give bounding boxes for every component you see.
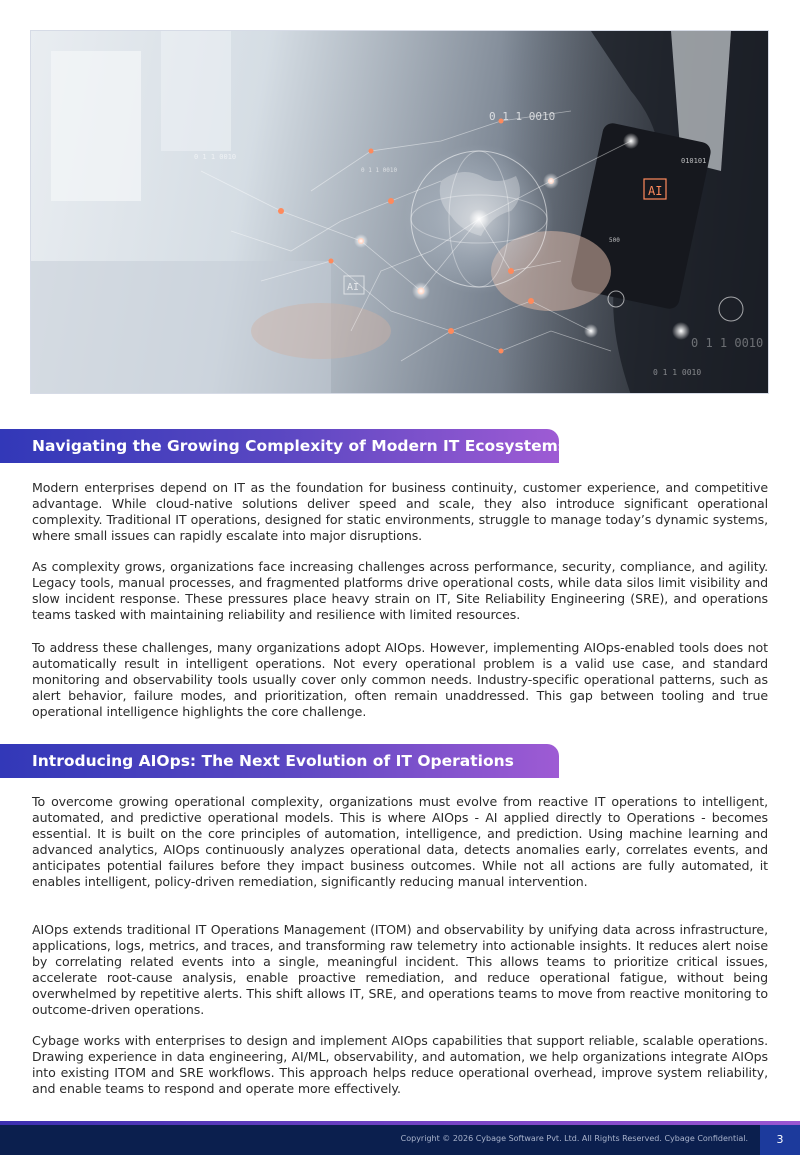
page-footer	[0, 1125, 800, 1155]
network-globe-illustration	[31, 31, 769, 394]
body-paragraph: To address these challenges, many organizations adopt AIOps. However, implementing AIOps-enabled tools does not automatically result in intelligent operations. Not every operational problem is a valid use case, and standard monitoring and observability tools usually cover only common needs. Industry-specific operational patterns, such as alert behavior, failure modes, and prioritization, often remain unaddressed. This gap between tooling and true operational intelligence highlights the core challenge.	[32, 640, 768, 719]
overlay-text: AI	[648, 184, 663, 198]
page-number: 3	[760, 1125, 800, 1155]
overlay-text: 0 1 1 0010	[489, 110, 556, 123]
body-paragraph: To overcome growing operational complexity, organizations must evolve from reactive IT operations to intelligent, automated, and predictive operational models. This is where AIOps - AI applied directly to Operations - becomes essential. It is built on the core principles of automation, intelligence, and prediction. Using machine learning and advanced analytics, AIOps continuously analyzes operational data, detects anomalies early, correlates events, and anticipates potential failures before they impact business outcomes. While not all actions are fully automated, it enables intelligent, policy-driven remediation, significantly reducing manual intervention.	[32, 794, 768, 889]
body-paragraph: Modern enterprises depend on IT as the foundation for business continuity, customer experience, and competitive advantage. While cloud-native solutions deliver speed and scale, they also introduce significant operational complexity. Traditional IT operations, designed for static environments, struggle to manage today’s dynamic systems, where small issues can rapidly escalate into major disruptions.	[32, 480, 768, 543]
overlay-text: AI	[347, 282, 360, 293]
overlay-text: 010101	[681, 157, 707, 165]
body-paragraph: Cybage works with enterprises to design and implement AIOps capabilities that support reliable, scalable operations. Drawing experience in data engineering, AI/ML, observability, and automation, we help organizations integrate AIOps into existing ITOM and SRE workflows. This approach helps reduce operational overhead, improve system reliability, and enable teams to respond and operate more effectively.	[32, 1033, 768, 1096]
overlay-text: 500	[609, 237, 620, 244]
section-heading: Navigating the Growing Complexity of Modern IT Ecosystems	[0, 429, 559, 463]
copyright-text: Copyright © 2026 Cybage Software Pvt. Ltd. All Rights Reserved. Cybage Confidential.	[400, 1134, 748, 1143]
body-paragraph: AIOps extends traditional IT Operations Management (ITOM) and observability by unifying data across infrastructure, applications, logs, metrics, and traces, and transforming raw telemetry into actionable insights. It reduces alert noise by correlating related events into a single, meaningful incident. This allows teams to prioritize critical issues, accelerate root-cause analysis, enable proactive remediation, and reduce operational fatigue, without being overwhelmed by repetitive alerts. This shift allows IT, SRE, and operations teams to move from reactive monitoring to outcome-driven operations.	[32, 922, 768, 1017]
section-heading: Introducing AIOps: The Next Evolution of IT Operations	[0, 744, 559, 778]
overlay-text: 0 1 1 0010	[653, 368, 702, 377]
overlay-text: 0 1 1 0010	[361, 167, 398, 174]
overlay-text: 0 1 1 0010	[691, 336, 764, 350]
hero-image	[30, 30, 769, 394]
body-paragraph: As complexity grows, organizations face increasing challenges across performance, security, compliance, and agility. Legacy tools, manual processes, and fragmented platforms drive operational costs, while data silos limit visibility and slow incident response. These pressures place heavy strain on IT, Site Reliability Engineering (SRE), and operations teams tasked with maintaining reliability and resilience with limited resources.	[32, 559, 768, 622]
overlay-text: 0 1 1 0010	[194, 153, 237, 161]
